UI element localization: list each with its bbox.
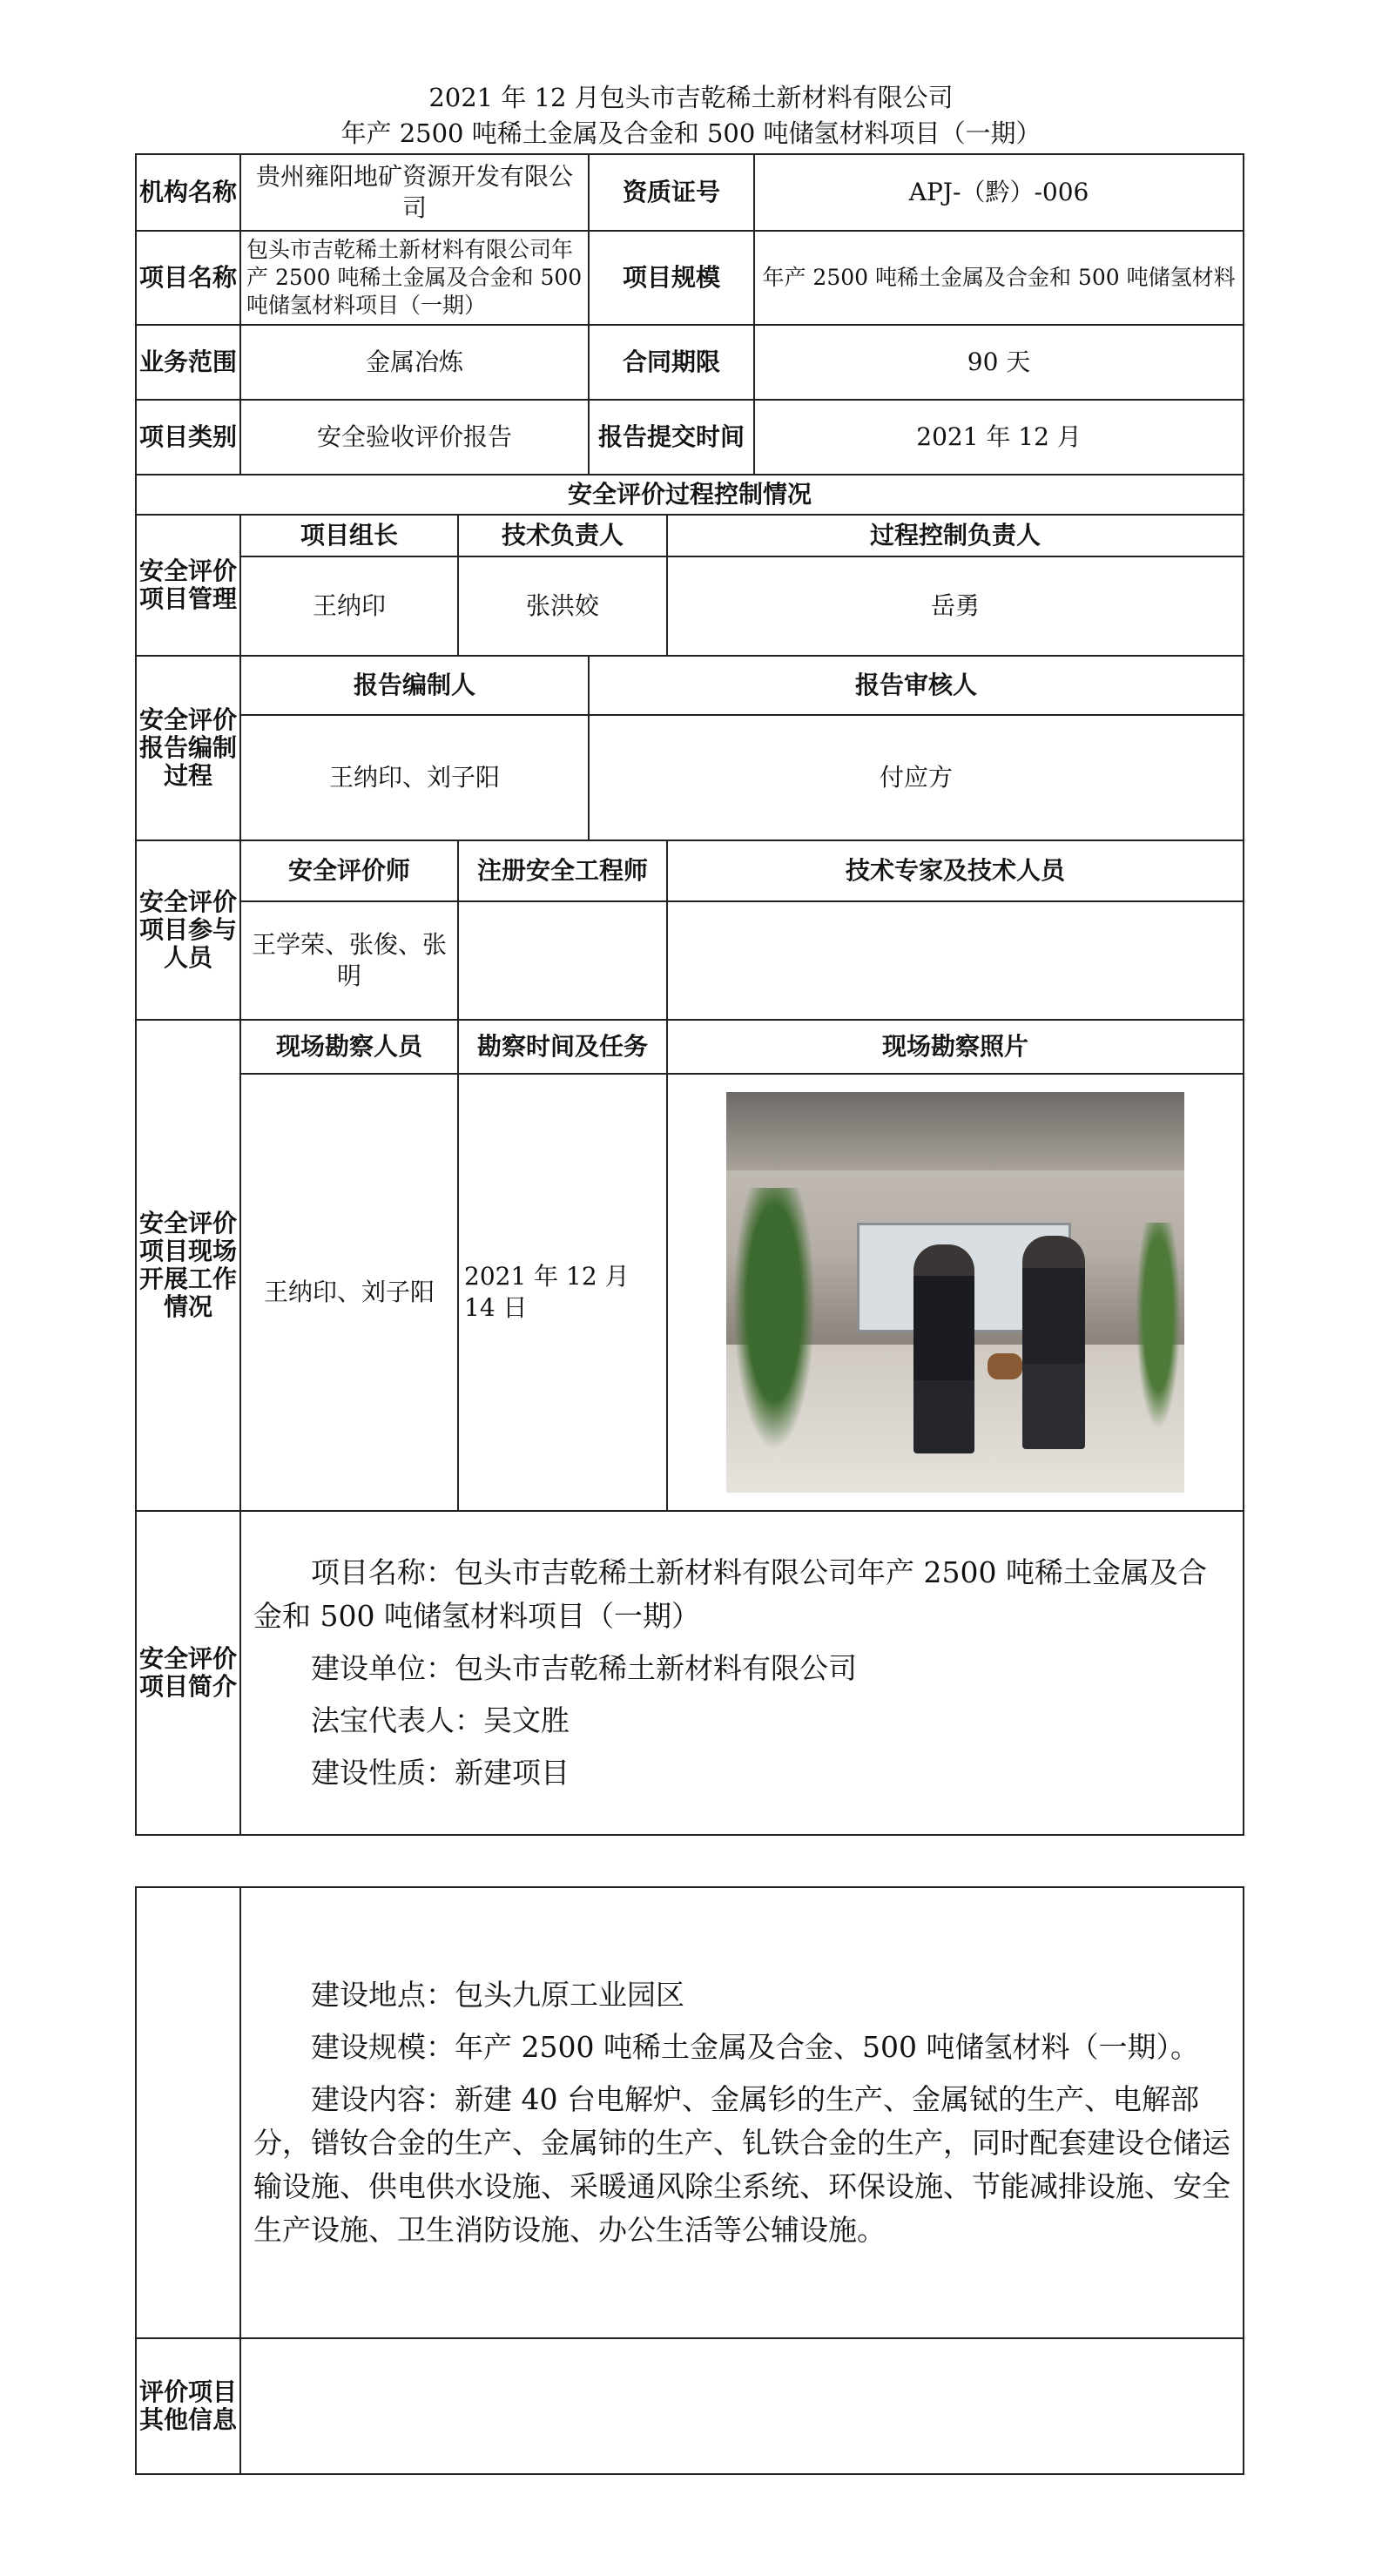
intro-continued-content (240, 1887, 1244, 2338)
info-table-continued (135, 1886, 1244, 2475)
org-label: 机构名称 (136, 154, 240, 231)
tech-label: 技术负责人 (458, 515, 667, 556)
intro-content (240, 1511, 1244, 1835)
leader-label: 项目组长 (240, 515, 458, 556)
other-label: 评价项目其他信息 (136, 2338, 240, 2474)
site-staff-value: 王纳印、刘子阳 (240, 1074, 458, 1511)
expert-label: 技术专家及技术人员 (667, 840, 1244, 901)
other-value (240, 2338, 1244, 2474)
scale-label: 项目规模 (589, 231, 754, 325)
type-value: 安全验收评价报告 (240, 400, 589, 475)
cert-value: APJ-（黔）-006 (754, 154, 1244, 231)
leader-value: 王纳印 (240, 556, 458, 656)
scale-value: 年产 2500 吨稀土金属及合金和 500 吨储氢材料 (754, 231, 1244, 325)
site-time-label: 勘察时间及任务 (458, 1020, 667, 1074)
site-photo-cell (667, 1074, 1244, 1511)
submit-value: 2021 年 12 月 (754, 400, 1244, 475)
site-survey-photo (726, 1092, 1184, 1493)
submit-label: 报告提交时间 (589, 400, 754, 475)
compile-label: 安全评价报告编制过程 (136, 656, 240, 840)
intro-location: 建设地点：包头九原工业园区 (311, 1978, 684, 2012)
intro-nature: 建设性质：新建项目 (311, 1756, 570, 1790)
intro-scale: 建设规模：年产 2500 吨稀土金属及合金、500 吨储氢材料（一期）。 (311, 2030, 1199, 2064)
project-value: 包头市吉乾稀土新材料有限公司年产 2500 吨稀土金属及合金和 500 吨储氢材料项目（一期） (240, 231, 589, 325)
intro-label: 安全评价项目简介 (136, 1511, 240, 1835)
site-photo-label: 现场勘察照片 (667, 1020, 1244, 1074)
assessor-value: 王学荣、张俊、张明 (240, 901, 458, 1020)
engineer-value (458, 901, 667, 1020)
assessor-label: 安全评价师 (240, 840, 458, 901)
site-time-value: 2021 年 12 月 14 日 (458, 1074, 667, 1511)
type-label: 项目类别 (136, 400, 240, 475)
tech-value: 张洪姣 (458, 556, 667, 656)
ctrl-label: 过程控制负责人 (667, 515, 1244, 556)
ctrl-value: 岳勇 (667, 556, 1244, 656)
reviewer-label: 报告审核人 (589, 656, 1244, 715)
document-title-line1: 2021 年 12 月包头市吉乾稀土新材料有限公司 (428, 83, 954, 112)
scope-label: 业务范围 (136, 325, 240, 400)
intro-content-detail: 建设内容：新建 40 台电解炉、金属钐的生产、金属铽的生产、电解部分，镨钕合金的生产、金属铈的生产、钆铁合金的生产，同时配套建设仓储运输设施、供电供水设施、采暖通风除尘系统、环保设施、节能减排设施、安全生产设施、卫生消防设施、办公生活等公辅设施。 (253, 2082, 1230, 2247)
engineer-label: 注册安全工程师 (458, 840, 667, 901)
intro-continued-label (136, 1887, 240, 2338)
reviewer-value: 付应方 (589, 715, 1244, 840)
info-table (135, 153, 1244, 1836)
site-label: 安全评价项目现场开展工作情况 (136, 1020, 240, 1511)
mgmt-label: 安全评价项目管理 (136, 515, 240, 656)
intro-legal-rep: 法宝代表人：吴文胜 (311, 1703, 570, 1737)
org-value: 贵州雍阳地矿资源开发有限公司 (240, 154, 589, 231)
cert-label: 资质证号 (589, 154, 754, 231)
period-value: 90 天 (754, 325, 1244, 400)
intro-project-name: 项目名称：包头市吉乾稀土新材料有限公司年产 2500 吨稀土金属及合金和 500 吨储氢材料项目（一期） (253, 1555, 1207, 1633)
author-value: 王纳印、刘子阳 (240, 715, 589, 840)
process-section-title: 安全评价过程控制情况 (136, 475, 1244, 515)
expert-value (667, 901, 1244, 1020)
members-label: 安全评价项目参与人员 (136, 840, 240, 1020)
period-label: 合同期限 (589, 325, 754, 400)
site-staff-label: 现场勘察人员 (240, 1020, 458, 1074)
project-label: 项目名称 (136, 231, 240, 325)
document-title-line2: 年产 2500 吨稀土金属及合金和 500 吨储氢材料项目（一期） (340, 118, 1042, 148)
scope-value: 金属冶炼 (240, 325, 589, 400)
author-label: 报告编制人 (240, 656, 589, 715)
intro-builder: 建设单位：包头市吉乾稀土新材料有限公司 (311, 1651, 857, 1685)
